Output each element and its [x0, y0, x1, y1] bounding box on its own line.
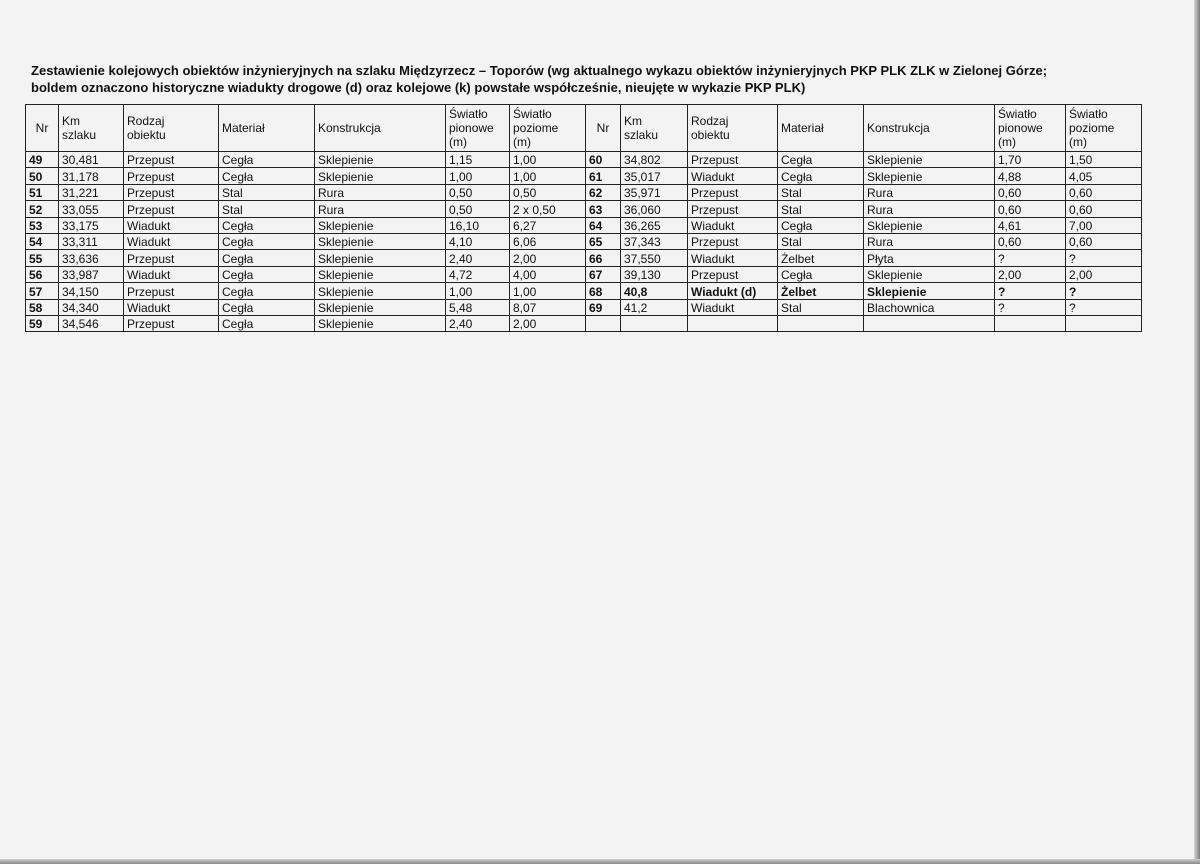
cell-right-km — [621, 315, 688, 331]
cell-left-poziome: 8,07 — [510, 299, 586, 315]
cell-left-pionowe: 0,50 — [446, 201, 510, 217]
cell-left-material: Cegła — [219, 266, 315, 282]
cell-left-nr: 50 — [26, 168, 59, 184]
cell-right-material: Żelbet — [778, 283, 864, 299]
cell-left-rodzaj: Przepust — [124, 250, 219, 266]
cell-left-konstrukcja: Sklepienie — [315, 233, 446, 249]
cell-right-material: Cegła — [778, 217, 864, 233]
header-rodzaj-right: Rodzaj obiektu — [688, 105, 778, 152]
cell-left-material: Cegła — [219, 250, 315, 266]
cell-right-km: 39,130 — [621, 266, 688, 282]
cell-left-konstrukcja: Sklepienie — [315, 283, 446, 299]
cell-left-km: 34,546 — [59, 315, 124, 331]
title-line-1: Zestawienie kolejowych obiektów inżynieryjnych na szlaku Międzyrzecz – Toporów (wg aktualnego wykazu obiektów inżynieryjnych PKP PLK ZLK w Zielonej Górze; — [31, 63, 1048, 78]
cell-right-km: 35,971 — [621, 184, 688, 200]
cell-right-material: Stal — [778, 233, 864, 249]
cell-left-km: 30,481 — [59, 152, 124, 168]
cell-left-material: Cegła — [219, 168, 315, 184]
cell-left-km: 33,311 — [59, 233, 124, 249]
cell-right-km: 41,2 — [621, 299, 688, 315]
cell-right-rodzaj — [688, 315, 778, 331]
cell-left-km: 31,221 — [59, 184, 124, 200]
cell-right-konstrukcja: Sklepienie — [864, 168, 995, 184]
cell-left-nr: 51 — [26, 184, 59, 200]
cell-right-km: 37,550 — [621, 250, 688, 266]
cell-left-rodzaj: Przepust — [124, 184, 219, 200]
cell-right-nr: 67 — [586, 266, 621, 282]
cell-right-rodzaj: Wiadukt — [688, 250, 778, 266]
header-km-right: Km szlaku — [621, 105, 688, 152]
cell-left-poziome: 1,00 — [510, 168, 586, 184]
cell-right-material: Żelbet — [778, 250, 864, 266]
cell-right-pionowe: 4,61 — [995, 217, 1066, 233]
table-row — [26, 168, 1142, 184]
cell-left-pionowe: 5,48 — [446, 299, 510, 315]
cell-left-km: 33,987 — [59, 266, 124, 282]
cell-left-konstrukcja: Sklepienie — [315, 168, 446, 184]
cell-right-nr: 66 — [586, 250, 621, 266]
cell-right-rodzaj: Wiadukt (d) — [688, 283, 778, 299]
cell-left-rodzaj: Wiadukt — [124, 233, 219, 249]
cell-right-konstrukcja: Sklepienie — [864, 283, 995, 299]
cell-left-rodzaj: Wiadukt — [124, 266, 219, 282]
cell-right-nr: 69 — [586, 299, 621, 315]
cell-right-pionowe: ? — [995, 250, 1066, 266]
cell-left-nr: 56 — [26, 266, 59, 282]
cell-left-poziome: 2 x 0,50 — [510, 201, 586, 217]
table-row — [26, 283, 1142, 299]
cell-left-pionowe: 1,15 — [446, 152, 510, 168]
cell-left-material: Cegła — [219, 217, 315, 233]
table-row — [26, 299, 1142, 315]
cell-left-pionowe: 1,00 — [446, 283, 510, 299]
cell-right-nr: 62 — [586, 184, 621, 200]
page-edge-bottom — [0, 859, 1200, 864]
cell-right-rodzaj: Przepust — [688, 184, 778, 200]
objects-table — [25, 104, 1142, 332]
cell-right-konstrukcja: Blachownica — [864, 299, 995, 315]
cell-left-material: Cegła — [219, 315, 315, 331]
cell-left-poziome: 6,06 — [510, 233, 586, 249]
table-row — [26, 184, 1142, 200]
cell-right-km: 35,017 — [621, 168, 688, 184]
cell-right-material: Cegła — [778, 152, 864, 168]
table-row — [26, 315, 1142, 331]
cell-left-konstrukcja: Sklepienie — [315, 152, 446, 168]
cell-right-poziome: ? — [1066, 283, 1142, 299]
cell-left-material: Cegła — [219, 233, 315, 249]
cell-left-poziome: 0,50 — [510, 184, 586, 200]
cell-right-nr — [586, 315, 621, 331]
cell-left-poziome: 2,00 — [510, 250, 586, 266]
cell-left-material: Cegła — [219, 283, 315, 299]
table-row — [26, 217, 1142, 233]
cell-right-konstrukcja: Rura — [864, 233, 995, 249]
cell-right-poziome: 0,60 — [1066, 201, 1142, 217]
cell-right-km: 34,802 — [621, 152, 688, 168]
cell-right-poziome: 0,60 — [1066, 184, 1142, 200]
cell-left-rodzaj: Przepust — [124, 283, 219, 299]
cell-left-nr: 53 — [26, 217, 59, 233]
cell-right-nr: 68 — [586, 283, 621, 299]
page-edge-right — [1194, 0, 1200, 864]
header-poziome: Światło poziome (m) — [510, 105, 586, 152]
cell-left-nr: 55 — [26, 250, 59, 266]
cell-right-material: Stal — [778, 184, 864, 200]
table-row — [26, 152, 1142, 168]
cell-right-nr: 64 — [586, 217, 621, 233]
cell-right-konstrukcja — [864, 315, 995, 331]
cell-left-rodzaj: Przepust — [124, 315, 219, 331]
cell-left-poziome: 1,00 — [510, 283, 586, 299]
cell-left-poziome: 2,00 — [510, 315, 586, 331]
cell-left-rodzaj: Przepust — [124, 201, 219, 217]
cell-right-konstrukcja: Rura — [864, 184, 995, 200]
cell-right-poziome: 1,50 — [1066, 152, 1142, 168]
cell-right-rodzaj: Wiadukt — [688, 217, 778, 233]
header-material: Materiał — [219, 105, 315, 152]
cell-right-poziome — [1066, 315, 1142, 331]
cell-right-km: 37,343 — [621, 233, 688, 249]
cell-right-konstrukcja: Płyta — [864, 250, 995, 266]
cell-right-material — [778, 315, 864, 331]
cell-right-material: Stal — [778, 201, 864, 217]
cell-right-poziome: 2,00 — [1066, 266, 1142, 282]
cell-right-konstrukcja: Sklepienie — [864, 266, 995, 282]
cell-left-pionowe: 2,40 — [446, 315, 510, 331]
cell-left-material: Cegła — [219, 152, 315, 168]
cell-right-rodzaj: Przepust — [688, 233, 778, 249]
cell-right-rodzaj: Wiadukt — [688, 299, 778, 315]
table-body — [26, 152, 1142, 332]
cell-right-konstrukcja: Sklepienie — [864, 152, 995, 168]
cell-left-nr: 54 — [26, 233, 59, 249]
cell-left-km: 33,636 — [59, 250, 124, 266]
cell-left-pionowe: 4,10 — [446, 233, 510, 249]
cell-right-pionowe: 1,70 — [995, 152, 1066, 168]
cell-right-poziome: 0,60 — [1066, 233, 1142, 249]
cell-left-konstrukcja: Sklepienie — [315, 299, 446, 315]
cell-right-pionowe: 2,00 — [995, 266, 1066, 282]
cell-right-pionowe: 0,60 — [995, 184, 1066, 200]
cell-right-material: Stal — [778, 299, 864, 315]
cell-right-pionowe: 0,60 — [995, 233, 1066, 249]
cell-left-nr: 52 — [26, 201, 59, 217]
header-pionowe: Światło pionowe (m) — [446, 105, 510, 152]
cell-left-pionowe: 4,72 — [446, 266, 510, 282]
cell-left-poziome: 4,00 — [510, 266, 586, 282]
cell-left-rodzaj: Wiadukt — [124, 217, 219, 233]
header-pionowe-right: Światło pionowe (m) — [995, 105, 1066, 152]
cell-right-nr: 60 — [586, 152, 621, 168]
cell-right-rodzaj: Przepust — [688, 266, 778, 282]
cell-right-pionowe — [995, 315, 1066, 331]
cell-right-poziome: 4,05 — [1066, 168, 1142, 184]
cell-left-pionowe: 1,00 — [446, 168, 510, 184]
cell-right-km: 36,265 — [621, 217, 688, 233]
cell-right-material: Cegła — [778, 168, 864, 184]
cell-right-poziome: ? — [1066, 299, 1142, 315]
cell-left-rodzaj: Wiadukt — [124, 299, 219, 315]
cell-right-konstrukcja: Sklepienie — [864, 217, 995, 233]
table-row — [26, 250, 1142, 266]
cell-right-pionowe: ? — [995, 299, 1066, 315]
header-konstrukcja: Konstrukcja — [315, 105, 446, 152]
cell-left-konstrukcja: Sklepienie — [315, 266, 446, 282]
cell-right-pionowe: 4,88 — [995, 168, 1066, 184]
cell-left-poziome: 6,27 — [510, 217, 586, 233]
cell-right-konstrukcja: Rura — [864, 201, 995, 217]
cell-left-konstrukcja: Sklepienie — [315, 250, 446, 266]
table-row — [26, 266, 1142, 282]
cell-right-poziome: ? — [1066, 250, 1142, 266]
cell-left-material: Cegła — [219, 299, 315, 315]
cell-right-nr: 61 — [586, 168, 621, 184]
cell-right-rodzaj: Wiadukt — [688, 168, 778, 184]
cell-left-pionowe: 16,10 — [446, 217, 510, 233]
cell-left-km: 33,055 — [59, 201, 124, 217]
cell-left-rodzaj: Przepust — [124, 152, 219, 168]
cell-right-nr: 65 — [586, 233, 621, 249]
cell-left-rodzaj: Przepust — [124, 168, 219, 184]
header-nr: Nr — [26, 105, 59, 152]
cell-left-km: 34,340 — [59, 299, 124, 315]
cell-left-nr: 58 — [26, 299, 59, 315]
cell-left-konstrukcja: Rura — [315, 184, 446, 200]
cell-right-rodzaj: Przepust — [688, 152, 778, 168]
cell-left-km: 31,178 — [59, 168, 124, 184]
cell-left-km: 33,175 — [59, 217, 124, 233]
cell-left-poziome: 1,00 — [510, 152, 586, 168]
cell-left-konstrukcja: Rura — [315, 201, 446, 217]
header-material-right: Materiał — [778, 105, 864, 152]
header-nr-right: Nr — [586, 105, 621, 152]
cell-left-pionowe: 2,40 — [446, 250, 510, 266]
table-row — [26, 233, 1142, 249]
cell-left-nr: 57 — [26, 283, 59, 299]
cell-right-poziome: 7,00 — [1066, 217, 1142, 233]
cell-right-pionowe: 0,60 — [995, 201, 1066, 217]
header-rodzaj: Rodzaj obiektu — [124, 105, 219, 152]
cell-left-konstrukcja: Sklepienie — [315, 315, 446, 331]
header-poziome-right: Światło poziome (m) — [1066, 105, 1142, 152]
header-konstrukcja-right: Konstrukcja — [864, 105, 995, 152]
cell-right-nr: 63 — [586, 201, 621, 217]
document-title — [31, 62, 1181, 96]
table-row — [26, 201, 1142, 217]
cell-left-nr: 49 — [26, 152, 59, 168]
cell-right-km: 40,8 — [621, 283, 688, 299]
cell-right-rodzaj: Przepust — [688, 201, 778, 217]
cell-left-material: Stal — [219, 184, 315, 200]
cell-right-km: 36,060 — [621, 201, 688, 217]
title-line-2: boldem oznaczono historyczne wiadukty drogowe (d) oraz kolejowe (k) powstałe współcześnie, nieujęte w wykazie PKP PLK) — [31, 80, 806, 95]
cell-right-pionowe: ? — [995, 283, 1066, 299]
cell-right-material: Cegła — [778, 266, 864, 282]
cell-left-pionowe: 0,50 — [446, 184, 510, 200]
header-km: Km szlaku — [59, 105, 124, 152]
cell-left-km: 34,150 — [59, 283, 124, 299]
table-header-row — [26, 105, 1142, 152]
cell-left-material: Stal — [219, 201, 315, 217]
cell-left-konstrukcja: Sklepienie — [315, 217, 446, 233]
cell-left-nr: 59 — [26, 315, 59, 331]
